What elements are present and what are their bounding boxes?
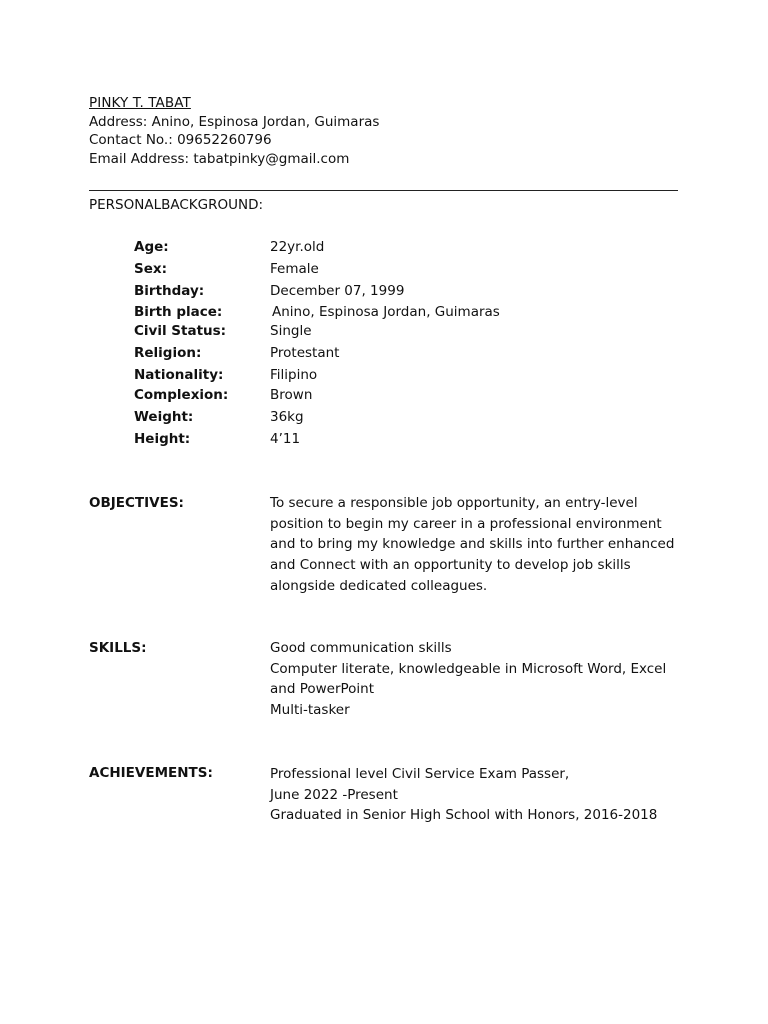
skill-item: Multi-tasker	[270, 702, 350, 719]
background-label: Complexion:	[134, 387, 229, 403]
achievement-item: Professional level Civil Service Exam Passer,	[270, 766, 570, 782]
objectives-line: position to begin my career in a professional environment	[270, 515, 662, 532]
background-row-birthday	[0, 283, 768, 303]
background-label: Weight:	[134, 409, 194, 425]
background-row-nationality	[0, 367, 768, 387]
personal-background-heading: PERSONALBACKGROUND:	[89, 197, 264, 213]
background-value: Anino, Espinosa Jordan, Guimaras	[272, 304, 500, 320]
objectives-text	[270, 493, 680, 597]
contact-header	[89, 94, 379, 168]
background-row-sex	[0, 261, 768, 281]
background-value: Protestant	[270, 345, 340, 361]
background-value: Single	[270, 323, 312, 339]
background-row-age	[0, 239, 768, 259]
background-row-complexion	[0, 387, 768, 407]
objectives-line: alongside dedicated colleagues.	[270, 577, 488, 594]
objectives-line: and Connect with an opportunity to develop job skills	[270, 557, 631, 574]
background-value: 22yr.old	[270, 239, 325, 255]
applicant-name: PINKY T. TABAT	[89, 95, 191, 111]
background-label: Religion:	[134, 345, 202, 361]
background-row-height	[0, 431, 768, 451]
background-label: Birthday:	[134, 283, 205, 299]
background-row-birth-place	[0, 304, 768, 324]
background-value: Filipino	[270, 367, 318, 383]
skills-heading: SKILLS:	[89, 640, 147, 656]
email-line: Email Address: tabatpinky@gmail.com	[89, 150, 350, 167]
background-value: Female	[270, 261, 319, 277]
achievements-heading: ACHIEVEMENTS:	[89, 765, 213, 781]
objectives-line: To secure a responsible job opportunity, an entry-level	[270, 495, 638, 511]
background-value: Brown	[270, 387, 313, 403]
objectives-line: and to bring my knowledge and skills into further enhanced	[270, 536, 675, 553]
background-value: 4’11	[270, 431, 301, 447]
skill-item: and PowerPoint	[270, 681, 375, 698]
objectives-heading: OBJECTIVES:	[89, 495, 184, 511]
background-row-weight	[0, 409, 768, 429]
skill-item: Computer literate, knowledgeable in Microsoft Word, Excel	[270, 660, 667, 677]
achievement-item: Graduated in Senior High School with Honors, 2016-2018	[270, 807, 658, 824]
background-label: Civil Status:	[134, 323, 227, 339]
background-label: Nationality:	[134, 367, 224, 383]
background-label: Birth place:	[134, 304, 223, 320]
address-line: Address: Anino, Espinosa Jordan, Guimaras	[89, 113, 380, 130]
contact-number-line: Contact No.: 09652260796	[89, 132, 272, 148]
background-value: December 07, 1999	[270, 283, 405, 299]
background-value: 36kg	[270, 409, 304, 425]
header-divider	[89, 190, 678, 191]
background-label: Age:	[134, 239, 169, 255]
skills-list	[270, 638, 680, 721]
background-label: Sex:	[134, 261, 167, 277]
achievement-item: June 2022 -Present	[270, 786, 398, 803]
background-row-civil-status	[0, 323, 768, 343]
skill-item: Good communication skills	[270, 640, 452, 656]
achievements-list	[270, 764, 680, 826]
background-row-religion	[0, 345, 768, 365]
background-label: Height:	[134, 431, 191, 447]
